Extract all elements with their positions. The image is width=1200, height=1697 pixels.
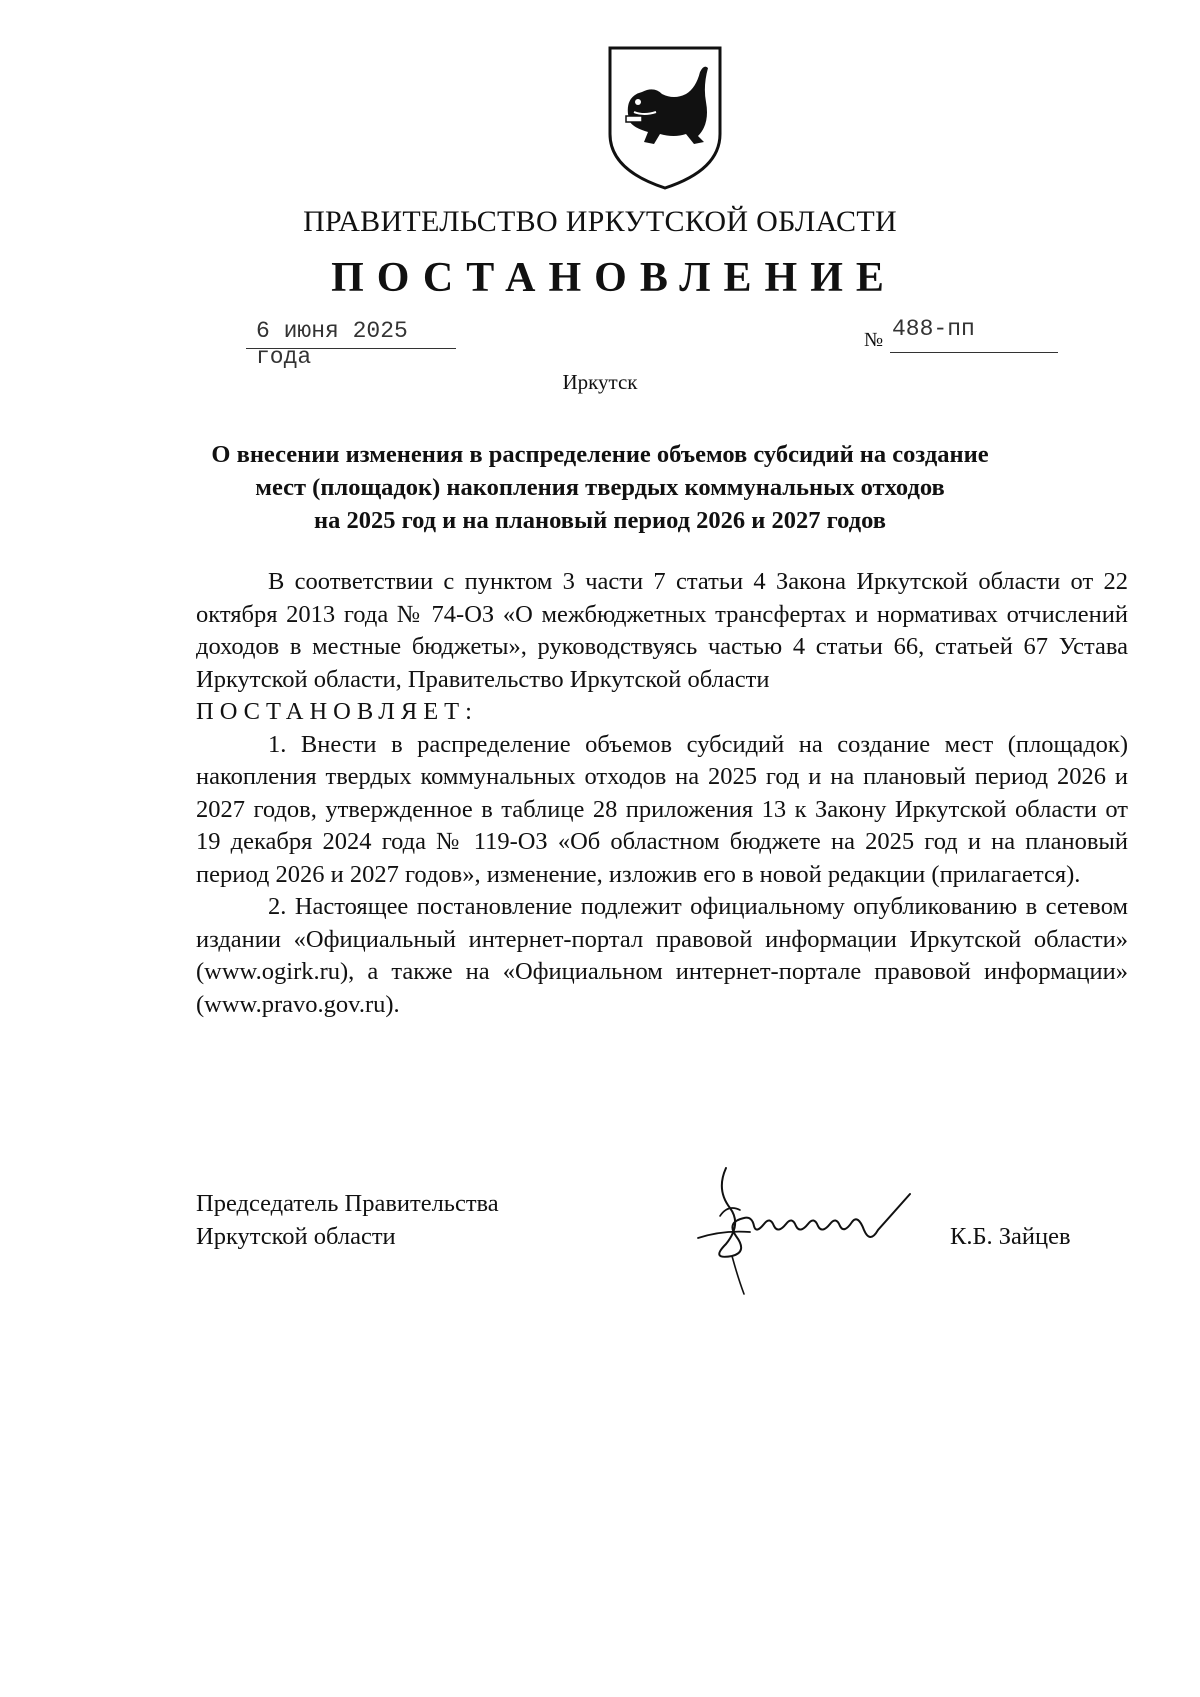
item-2-paragraph: 2. Настоящее постановление подлежит официальному опубликованию в сетевом издании «Официальный интернет-портал правовой информации Иркутской области» (www.ogirk.ru), а также на «Официальном интернет-портале правовой информации» (www.pravo.gov.ru). <box>196 893 1128 1018</box>
document-body <box>196 566 1128 1021</box>
signer-name: К.Б. Зайцев <box>950 1223 1071 1250</box>
item-1-paragraph: 1. Внести в распределение объемов субсидий на создание мест (площадок) накопления твердых коммунальных отходов на 2025 год и на плановый период 2026 и 2027 годов, утвержденное в таблице 28 приложения 13 к Закону Иркутской области от 19 декабря 2024 года № 119-ОЗ «Об областном бюджете на 2025 год и на плановый период 2026 и 2027 годов», изменение, изложив его в новой редакции (прилагается). <box>196 730 1128 888</box>
document-title <box>150 438 1050 537</box>
resolves-heading: ПОСТАНОВЛЯЕТ: <box>196 698 478 725</box>
signer-position-line: Председатель Правительства <box>196 1190 499 1217</box>
date-underline <box>246 348 456 349</box>
number-sign: № <box>864 329 884 351</box>
document-number: 488-пп <box>892 316 975 342</box>
signer-position-line: Иркутской области <box>196 1222 396 1250</box>
government-name: ПРАВИТЕЛЬСТВО ИРКУТСКОЙ ОБЛАСТИ <box>303 205 897 238</box>
title-line: О внесении изменения в распределение объемов субсидий на создание <box>211 441 989 468</box>
city: Иркутск <box>562 370 638 394</box>
title-line: мест (площадок) накопления твердых коммунальных отходов <box>255 474 945 501</box>
coat-of-arms-icon <box>600 42 730 192</box>
title-line: на 2025 год и на плановый период 2026 и 2027 годов <box>313 507 886 534</box>
document-date: 6 июня 2025 года <box>256 318 408 370</box>
handwritten-signature-icon <box>686 1160 946 1300</box>
document-type: ПОСТАНОВЛЕНИЕ <box>331 255 897 301</box>
preamble-paragraph: В соответствии с пунктом 3 части 7 статьи 4 Закона Иркутской области от 22 октября 2013 года № 74-ОЗ «О межбюджетных трансфертах и нормативах отчислений доходов в местные бюджеты», руководствуясь частью 4 статьи 66, статьей 67 Устава Иркутской области, Правительство Иркутской области <box>196 568 1128 693</box>
signer-position <box>196 1188 499 1253</box>
number-underline <box>890 352 1058 353</box>
